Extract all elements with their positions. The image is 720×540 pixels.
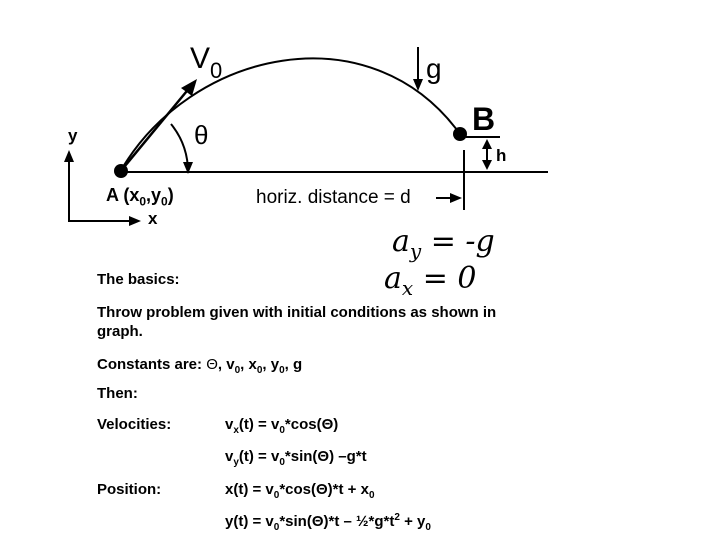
g-label: g xyxy=(426,53,442,84)
constants-line: Constants are: Θ, $v_0$, $x_0$, $y_0$, g xyxy=(97,356,303,376)
x-axis-arrowhead xyxy=(129,216,141,226)
distance-arrowhead xyxy=(450,193,462,203)
point-a-label: A $(x_0,y_0)$ xyxy=(106,185,174,209)
height-arrowhead-up xyxy=(482,139,492,149)
y-axis-label: y xyxy=(68,126,78,145)
projectile-diagram xyxy=(0,0,720,250)
y-equation: $y(t) = v_0*\sin(\Theta)*t$ – $\frac{1}{2}*g*t^2 + y_0$ xyxy=(225,512,431,533)
b-label: B xyxy=(472,101,496,137)
v0-label: $V_0$ xyxy=(190,42,223,83)
height-arrowhead-down xyxy=(482,160,492,170)
point-a xyxy=(114,164,128,178)
trajectory-arc xyxy=(120,58,460,172)
handwritten-ay: $a_y = -g$ xyxy=(392,224,495,263)
position-label: Position: xyxy=(97,481,162,498)
throw-description: Throw problem given with initial conditions as shown in graph. xyxy=(97,304,497,340)
x-axis-label: x xyxy=(148,209,158,228)
velocity-vector xyxy=(120,86,191,172)
vx-equation: $v_x(t) = v_0*\cos(\Theta)$ xyxy=(225,416,339,436)
velocities-label: Velocities: xyxy=(97,416,172,433)
point-b xyxy=(453,127,467,141)
distance-label: horiz. distance = d xyxy=(256,187,411,208)
handwritten-ax: $a_x = 0$ xyxy=(384,261,477,300)
x-equation: $x(t) = v_0*\cos(\Theta)*t + x_0$ xyxy=(225,481,375,501)
basics-heading: The basics: xyxy=(97,271,180,288)
y-axis-arrowhead xyxy=(64,150,74,162)
theta-label: θ xyxy=(194,120,209,150)
vy-equation: $v_y(t) = v_0*\sin(\Theta)$ –g*t xyxy=(225,448,367,468)
then-label: Then: xyxy=(97,385,138,402)
h-label: h xyxy=(496,146,507,165)
